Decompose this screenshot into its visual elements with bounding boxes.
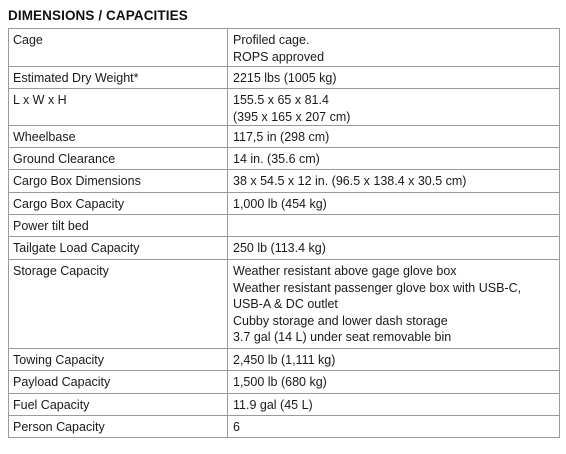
spec-value [228,126,560,148]
spec-label: Payload Capacity [9,371,228,394]
spec-value [228,349,560,371]
spec-value-line: Weather resistant passenger glove box with USB-C, [233,280,522,295]
spec-value-line: 1,500 lb (680 kg) [233,375,327,389]
spec-value-line: 155.5 x 65 x 81.4 [233,93,329,107]
table-row [9,193,560,215]
spec-label: Tailgate Load Capacity [9,237,228,260]
spec-value [228,237,560,260]
spec-value [228,29,560,67]
spec-label: Cage [9,29,228,67]
spec-value [228,89,560,126]
section-heading: DIMENSIONS / CAPACITIES [8,8,188,23]
table-row [9,416,560,438]
spec-value [228,371,560,394]
table-row [9,126,560,148]
specs-table-body [9,29,560,438]
spec-value [228,215,560,237]
spec-value-line: Weather resistant above gage glove box [233,264,457,278]
spec-value-line: 2,450 lb (1,111 kg) [233,353,336,367]
spec-value-line: 2215 lbs (1005 kg) [233,71,337,85]
spec-value [228,193,560,215]
spec-label: Fuel Capacity [9,394,228,416]
specs-table [8,28,560,438]
spec-value-line: 38 x 54.5 x 12 in. (96.5 x 138.4 x 30.5 cm) [233,174,467,188]
table-row [9,237,560,260]
spec-label: Ground Clearance [9,148,228,170]
spec-label: Power tilt bed [9,215,228,237]
table-row [9,148,560,170]
spec-value-line: 1,000 lb (454 kg) [233,197,327,211]
spec-value-line: (395 x 165 x 207 cm) [233,109,351,124]
spec-label: Estimated Dry Weight* [9,67,228,89]
spec-value-line: 250 lb (113.4 kg) [233,241,326,255]
spec-label: Wheelbase [9,126,228,148]
spec-label: Cargo Box Capacity [9,193,228,215]
spec-label: Towing Capacity [9,349,228,371]
table-row [9,170,560,193]
spec-label: L x W x H [9,89,228,126]
table-row [9,371,560,394]
spec-label: Cargo Box Dimensions [9,170,228,193]
spec-label: Person Capacity [9,416,228,438]
table-row [9,89,560,126]
spec-label: Storage Capacity [9,260,228,349]
table-row [9,215,560,237]
spec-value [228,170,560,193]
table-row [9,349,560,371]
table-row [9,394,560,416]
spec-value-line: 11.9 gal (45 L) [233,398,313,412]
table-row [9,29,560,67]
table-row [9,67,560,89]
spec-value [228,260,560,349]
spec-value-line: Cubby storage and lower dash storage [233,313,448,328]
spec-value [228,416,560,438]
spec-value-line: 14 in. (35.6 cm) [233,152,320,166]
spec-value [228,148,560,170]
spec-value-line: Profiled cage. [233,33,310,47]
table-row [9,260,560,349]
spec-value [228,394,560,416]
spec-value-line: 6 [233,420,240,434]
spec-value-line: USB-A & DC outlet [233,297,338,311]
spec-value-line: ROPS approved [233,49,325,64]
spec-value-line: 117,5 in (298 cm) [233,130,330,144]
spec-value-line: 3.7 gal (14 L) under seat removable bin [233,330,452,344]
spec-value [228,67,560,89]
